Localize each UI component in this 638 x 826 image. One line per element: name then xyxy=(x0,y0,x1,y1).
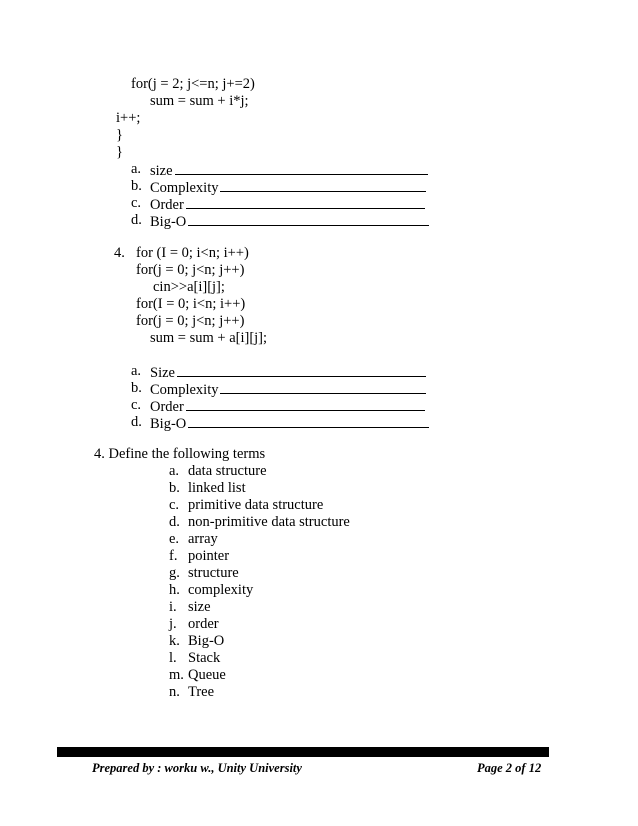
answer-label: Big-O xyxy=(150,416,187,432)
code-line: } xyxy=(116,144,123,160)
code-line: for(j = 0; j<n; j++) xyxy=(136,262,245,278)
code-line: sum = sum + a[i][j]; xyxy=(150,330,268,346)
term-text: primitive data structure xyxy=(188,497,324,513)
answer-blank xyxy=(188,212,429,226)
footer-page-number: Page 2 of 12 xyxy=(477,761,542,775)
term-text: size xyxy=(188,599,211,615)
answer-blank xyxy=(186,195,425,209)
answer-label: Size xyxy=(150,365,175,381)
term-text: Queue xyxy=(188,667,226,683)
list-marker: f. xyxy=(169,548,178,564)
footer-author: Prepared by : worku w., Unity University xyxy=(92,761,302,775)
term-text: structure xyxy=(188,565,239,581)
list-marker: d. xyxy=(131,414,142,430)
term-text: data structure xyxy=(188,463,267,479)
list-marker: k. xyxy=(169,633,180,649)
term-text: linked list xyxy=(188,480,246,496)
list-marker: e. xyxy=(169,531,180,547)
list-marker: g. xyxy=(169,565,180,581)
list-marker: m. xyxy=(169,667,184,683)
question-number: 4. xyxy=(114,245,125,261)
code-line: for(I = 0; i<n; i++) xyxy=(136,296,246,312)
term-text: Tree xyxy=(188,684,215,700)
term-text: complexity xyxy=(188,582,254,598)
answer-blank xyxy=(220,380,426,394)
term-text: Big-O xyxy=(188,633,225,649)
list-marker: b. xyxy=(131,178,142,194)
list-marker: c. xyxy=(131,397,142,413)
list-marker: i. xyxy=(169,599,177,615)
list-marker: d. xyxy=(169,514,180,530)
list-marker: b. xyxy=(131,380,142,396)
answer-label: Big-O xyxy=(150,214,187,230)
term-text: order xyxy=(188,616,219,632)
list-marker: a. xyxy=(131,363,142,379)
answer-blank xyxy=(177,363,426,377)
list-marker: h. xyxy=(169,582,180,598)
list-marker: a. xyxy=(169,463,180,479)
list-marker: j. xyxy=(169,616,177,632)
answer-blank xyxy=(186,397,425,411)
list-marker: a. xyxy=(131,161,142,177)
list-marker: c. xyxy=(169,497,180,513)
code-line: sum = sum + i*j; xyxy=(150,93,249,109)
list-marker: d. xyxy=(131,212,142,228)
answer-blank xyxy=(188,414,429,428)
footer-bar xyxy=(57,747,549,757)
list-marker: l. xyxy=(169,650,177,666)
code-line: } xyxy=(116,127,123,143)
answer-label: Order xyxy=(150,197,184,213)
code-line: cin>>a[i][j]; xyxy=(153,279,225,295)
section-heading: 4. Define the following terms xyxy=(94,446,266,462)
answer-label: Order xyxy=(150,399,184,415)
list-marker: b. xyxy=(169,480,180,496)
code-line: for (I = 0; i<n; i++) xyxy=(136,245,249,261)
answer-blank xyxy=(175,161,428,175)
answer-blank xyxy=(220,178,426,192)
answer-label: size xyxy=(150,163,173,179)
code-line: for(j = 0; j<n; j++) xyxy=(136,313,245,329)
term-text: array xyxy=(188,531,218,547)
answer-label: Complexity xyxy=(150,382,219,398)
answer-label: Complexity xyxy=(150,180,219,196)
term-text: non-primitive data structure xyxy=(188,514,350,530)
term-text: Stack xyxy=(188,650,221,666)
term-text: pointer xyxy=(188,548,230,564)
list-marker: c. xyxy=(131,195,142,211)
code-line: i++; xyxy=(116,110,141,126)
code-line: for(j = 2; j<=n; j+=2) xyxy=(131,76,255,92)
list-marker: n. xyxy=(169,684,180,700)
